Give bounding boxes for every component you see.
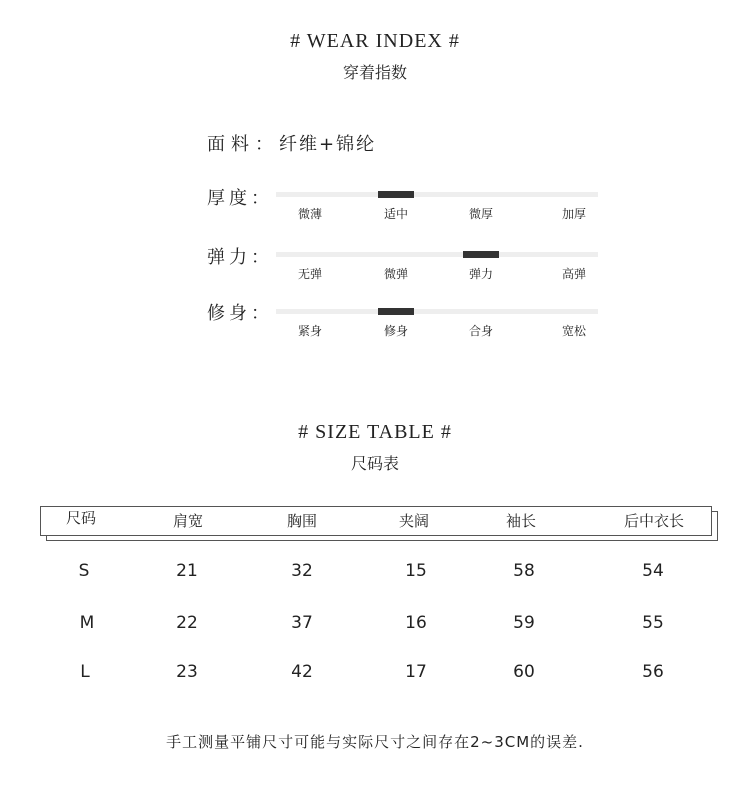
cell-armhole: 17: [405, 662, 427, 682]
cell-back-length: 54: [642, 561, 664, 581]
thickness-option: 适中: [383, 207, 408, 221]
fit-option: 宽松: [561, 324, 586, 338]
table-header: [40, 506, 712, 536]
fabric-value: 纤维+锦纶: [279, 134, 377, 155]
cell-armhole: 15: [405, 561, 427, 581]
cell-size: S: [78, 561, 90, 581]
thickness-option: 微厚: [468, 207, 493, 221]
elasticity-option: 无弹: [297, 267, 322, 281]
size-table-subtitle: 尺码表: [350, 454, 399, 473]
thickness-option: 加厚: [561, 207, 586, 221]
header-size: 尺码: [65, 509, 96, 527]
thickness-scale: [276, 192, 598, 221]
thickness-option: 微薄: [297, 207, 322, 221]
header-chest: 胸围: [286, 512, 317, 530]
fit-option: 合身: [468, 324, 493, 338]
cell-size: L: [80, 662, 90, 682]
elasticity-option: 高弹: [561, 267, 586, 281]
cell-back-length: 56: [642, 662, 664, 682]
fabric-label: 面料：: [207, 134, 279, 155]
header-sleeve: 袖长: [505, 512, 536, 530]
fit-scale: [276, 309, 598, 338]
cell-size: M: [79, 613, 95, 633]
elasticity-option: 弹力: [468, 267, 493, 281]
cell-armhole: 16: [405, 613, 427, 633]
cell-chest: 32: [291, 561, 313, 581]
cell-sleeve: 60: [513, 662, 535, 682]
elasticity-scale: [276, 252, 598, 281]
header-armhole: 夹阔: [398, 512, 429, 530]
cell-chest: 37: [291, 613, 313, 633]
table-row: [0, 662, 750, 686]
thickness-marker: [378, 191, 414, 198]
table-row: [0, 613, 750, 637]
wear-index-title: # WEAR INDEX #: [290, 30, 460, 52]
cell-shoulder: 22: [176, 613, 198, 633]
fabric-row: [207, 130, 376, 156]
table-row: [0, 561, 750, 585]
wear-index-subtitle: 穿着指数: [342, 63, 407, 82]
elasticity-marker: [463, 251, 499, 258]
cell-sleeve: 58: [513, 561, 535, 581]
fit-marker: [378, 308, 414, 315]
cell-back-length: 55: [642, 613, 664, 633]
cell-sleeve: 59: [513, 613, 535, 633]
fit-label: 修身：: [207, 303, 273, 324]
cell-chest: 42: [291, 662, 313, 682]
cell-shoulder: 21: [176, 561, 198, 581]
size-table-title: # SIZE TABLE #: [298, 421, 452, 443]
header-shoulder: 肩宽: [172, 512, 203, 530]
elasticity-label: 弹力：: [207, 247, 273, 268]
fit-option: 修身: [383, 324, 408, 338]
cell-shoulder: 23: [176, 662, 198, 682]
fit-option: 紧身: [297, 324, 322, 338]
elasticity-option: 微弹: [383, 267, 408, 281]
header-back-length: 后中衣长: [623, 512, 684, 530]
measurement-note: 手工测量平铺尺寸可能与实际尺寸之间存在2~3CM的误差.: [166, 733, 584, 751]
thickness-label: 厚度：: [207, 188, 273, 209]
